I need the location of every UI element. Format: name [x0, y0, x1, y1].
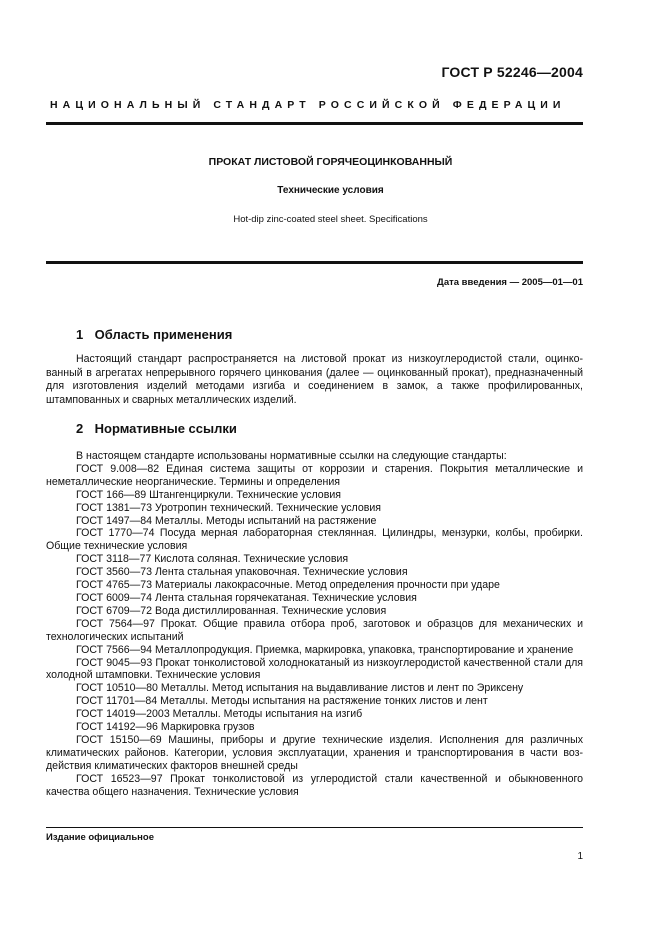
page-number: 1	[577, 851, 583, 862]
reference-item	[46, 527, 583, 553]
reference-text: ГОСТ 3560—73 Лента стальная упаковочная. Технические условия	[76, 566, 408, 579]
reference-item	[46, 682, 583, 695]
national-standard-heading: НАЦИОНАЛЬНЫЙ СТАНДАРТ РОССИЙСКОЙ ФЕДЕРАЦИИ	[50, 99, 566, 111]
reference-item	[46, 605, 583, 618]
reference-item	[46, 592, 583, 605]
normative-references-list	[46, 450, 583, 798]
edition-note: Издание официальное	[46, 832, 154, 843]
reference-text: В настоящем стандарте использованы нормативные ссылки на следующие стандарты:	[76, 450, 507, 462]
reference-text: ГОСТ 166—89 Штангенциркули. Технические условия	[76, 488, 341, 501]
reference-item	[46, 463, 583, 489]
gost-number: ГОСТ Р 52246—2004	[441, 64, 583, 80]
reference-item	[46, 489, 583, 502]
reference-text: ГОСТ 9045—93 Прокат тонколистовой холоднокатаный из низкоуглеродистой качественной стали для холодной штамповки. Технические условия	[46, 656, 583, 682]
reference-text: ГОСТ 9.008—82 Единая система защиты от коррозии и старения. Покрытия металлические и неметаллические неорганические. Термины и определения	[46, 462, 583, 488]
reference-item	[46, 721, 583, 734]
reference-item	[46, 566, 583, 579]
reference-item	[46, 657, 583, 683]
section-title: Область применения	[94, 327, 233, 342]
reference-item	[46, 502, 583, 515]
reference-text: ГОСТ 1497—84 Металлы. Методы испытаний на растяжение	[76, 514, 377, 527]
reference-text: ГОСТ 14019—2003 Металлы. Методы испытания на изгиб	[76, 708, 363, 721]
reference-item	[46, 708, 583, 721]
reference-item	[46, 644, 583, 657]
reference-text: ГОСТ 15150—69 Машины, приборы и другие технические изделия. Исполнения для различных климатических районов. Категории, условия эксплуатации, хранения и транспортирования в части воздействия климатических факторов внешней среды	[46, 733, 583, 772]
top-rule	[46, 122, 583, 125]
title-rule	[46, 261, 583, 264]
reference-item	[46, 579, 583, 592]
reference-item	[46, 515, 583, 528]
reference-text: ГОСТ 6009—74 Лента стальная горячекатаная. Технические условия	[76, 591, 417, 604]
section-1-text	[46, 353, 583, 407]
reference-item	[46, 553, 583, 566]
reference-item	[46, 773, 583, 799]
footer-rule	[46, 827, 583, 828]
reference-item	[46, 450, 583, 463]
reference-text: ГОСТ 6709—72 Вода дистиллированная. Технические условия	[76, 604, 387, 617]
reference-text: ГОСТ 7566—94 Металлопродукция. Приемка, маркировка, упаковка, транспортирование и хранение	[76, 643, 574, 656]
section-2-heading	[76, 421, 237, 436]
paragraph-text: Настоящий стандарт распространяется на листовой прокат из низкоуглеродистой стали, оцинкованный в агрегатах непрерывного горячего цинкования (далее — оцинкованный прокат), предназначенный для изготовления изделий методами изгиба и соединением в замок, а также профилированных, штампованных и сварных металлических изделий.	[46, 353, 583, 406]
section-1-heading	[76, 327, 232, 342]
document-subtitle: Технические условия	[277, 185, 384, 196]
reference-text: ГОСТ 7564—97 Прокат. Общие правила отбора проб, заготовок и образцов для механических и технологических испытаний	[46, 617, 583, 643]
section-number: 1	[76, 327, 84, 342]
reference-item	[46, 734, 583, 773]
document-title: ПРОКАТ ЛИСТОВОЙ ГОРЯЧЕОЦИНКОВАННЫЙ	[208, 156, 453, 168]
reference-text: ГОСТ 3118—77 Кислота соляная. Технические условия	[76, 553, 349, 566]
reference-text: ГОСТ 10510—80 Металлы. Метод испытания на выдавливание листов и лент по Эриксену	[76, 682, 524, 695]
reference-text: ГОСТ 14192—96 Маркировка грузов	[76, 721, 255, 734]
reference-item	[46, 695, 583, 708]
reference-text: ГОСТ 1381—73 Уротропин технический. Технические условия	[76, 501, 382, 514]
introduction-date: Дата введения — 2005—01—01	[437, 277, 583, 288]
reference-text: ГОСТ 11701—84 Металлы. Методы испытания на растяжение тонких листов и лент	[76, 695, 488, 708]
section-title: Нормативные ссылки	[94, 421, 237, 436]
reference-text: ГОСТ 16523—97 Прокат тонколистовой из углеродистой стали качественной и обыкновенного качества общего назначения. Технические условия	[46, 772, 583, 798]
reference-text: ГОСТ 4765—73 Материалы лакокрасочные. Метод определения прочности при ударе	[76, 579, 500, 592]
english-title: Hot-dip zinc-coated steel sheet. Specifications	[233, 214, 428, 225]
reference-text: ГОСТ 1770—74 Посуда мерная лабораторная стеклянная. Цилиндры, мензурки, колбы, пробирки. Общие технические условия	[46, 527, 583, 553]
reference-item	[46, 618, 583, 644]
section-number: 2	[76, 421, 84, 436]
